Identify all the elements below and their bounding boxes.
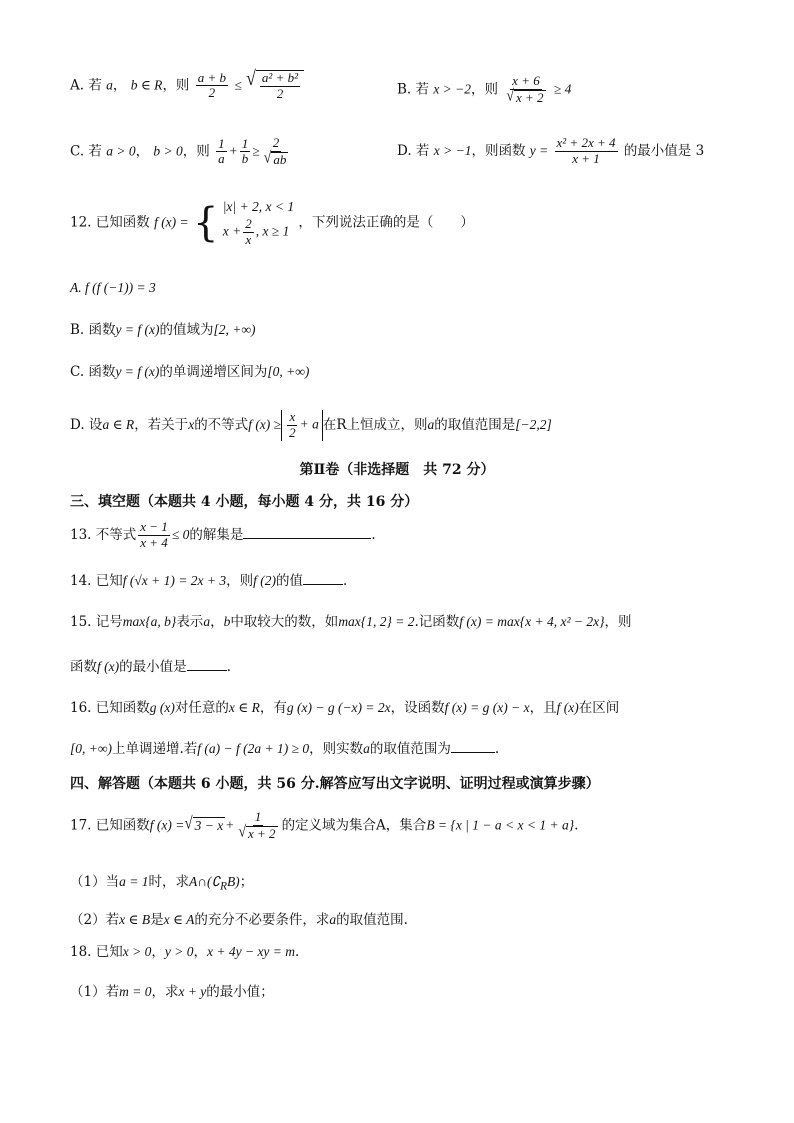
punctuation: .	[295, 944, 300, 960]
text: ，则函数	[471, 142, 526, 159]
math-expr: f (x) =	[154, 214, 189, 230]
denominator: 2	[276, 85, 284, 101]
text: ，求	[151, 984, 179, 1000]
text: 的单调递增区间为	[159, 364, 268, 380]
separator: ，	[135, 143, 150, 160]
text: 上单调递增.若	[111, 741, 198, 757]
text: 的最小值是 3	[623, 142, 705, 159]
case-2-lead: x +	[222, 223, 242, 239]
section-4-title: 四、解答题（本题共 6 小题，共 56 分.解答应写出文字说明、证明过程或演算步骤）	[70, 776, 600, 792]
text: 的取值范围是	[434, 416, 516, 433]
option-label: C. 若	[70, 143, 102, 160]
denominator: a	[218, 151, 225, 167]
text: 的取值范围为	[369, 741, 451, 757]
abs-tail: + a	[299, 416, 319, 432]
relation: ≤	[234, 77, 242, 93]
numerator: a + b	[197, 69, 227, 85]
fraction	[216, 137, 227, 168]
math-interval: [−2,2]	[515, 416, 552, 432]
option-label: B. 函数	[70, 322, 116, 338]
answer-blank[interactable]	[303, 572, 343, 585]
text: 的充分不必要条件，求	[194, 912, 330, 928]
math-expr: m = 0	[119, 984, 152, 999]
option-label: C. 函数	[70, 364, 116, 380]
denominator: x + 1	[572, 150, 600, 166]
text: ，则	[604, 614, 632, 630]
math-var: a	[363, 741, 370, 756]
q14	[70, 572, 347, 589]
punctuation: .	[371, 526, 376, 543]
text: ，设函数	[390, 700, 445, 716]
math-expr: B)	[226, 874, 240, 889]
q15-line-2	[70, 658, 231, 675]
numerator: x	[289, 409, 296, 424]
q15-line-1	[70, 614, 632, 630]
question-lead: 12. 已知函数	[70, 214, 150, 231]
punctuation: .	[226, 659, 231, 675]
part-label: （2）若	[70, 912, 120, 928]
q12-option-a: A. f (f (−1)) = 3	[70, 280, 156, 295]
math-expr: y = f (x)	[115, 322, 160, 337]
q12-option-c	[70, 364, 309, 380]
text: ，则	[226, 573, 254, 589]
q17-stem	[70, 810, 578, 842]
punctuation: ；	[239, 874, 254, 890]
text: ，则	[162, 77, 190, 94]
question-tail: ，下列说法正确的是（ ）	[298, 214, 474, 231]
question-lead: 16. 已知函数	[70, 700, 150, 716]
text: ，若关于	[134, 416, 189, 433]
math-expr: a > 0	[106, 143, 136, 159]
text: ，有	[259, 700, 287, 716]
case-2	[223, 217, 294, 248]
numerator: 2	[272, 135, 280, 150]
separator: ，	[193, 944, 207, 960]
text: 的最小值；	[206, 984, 274, 1000]
q16-line-2	[70, 740, 499, 757]
math-expr: y = f (x)	[115, 364, 160, 379]
text: ，则	[182, 143, 210, 160]
math-var: a	[329, 912, 337, 927]
section-2-title: 第Ⅱ卷（非选择题 共 72 分）	[299, 462, 495, 478]
math-expr: f (√x + 1) = 2x + 3	[122, 573, 227, 588]
text: ，则	[471, 81, 499, 98]
math-expr: max{a, b}	[122, 614, 177, 629]
math-var: x	[188, 416, 195, 432]
text: 对任意的	[174, 700, 229, 716]
sqrt-fraction: √ $\frac{\text{a² + b²}}{2}$	[246, 70, 304, 102]
piecewise-cases	[223, 198, 294, 248]
text: 是	[150, 912, 164, 928]
text: 表示	[176, 614, 204, 630]
q17-part-2	[70, 912, 408, 928]
text: ，则实数	[309, 741, 364, 757]
denominator: b	[241, 151, 249, 167]
punctuation: .	[574, 817, 579, 834]
numerator: x − 1	[140, 519, 168, 534]
math-expr: b ∈ R	[130, 77, 163, 93]
option-label: D. 若	[397, 142, 430, 159]
question-lead: 13. 不等式	[70, 526, 137, 543]
denominator: x + 2	[248, 825, 276, 841]
math-expr: f (x)	[556, 700, 579, 715]
text: 中取较大的数，如	[230, 614, 339, 630]
q12-option-b	[70, 322, 255, 338]
text: 函数	[70, 659, 97, 675]
case-1: |x| + 2, x < 1	[222, 199, 295, 214]
math-expr: x > −1	[433, 142, 472, 158]
math-expr: x > −2	[433, 81, 472, 97]
numerator: x + 6	[512, 73, 540, 88]
math-expr: x ∈ R	[228, 700, 260, 715]
math-expr: y > 0	[164, 944, 194, 959]
case-2-tail: , x ≥ 1	[255, 223, 290, 239]
numerator: x² + 2x + 4	[556, 135, 616, 150]
math-expr: x ∈ B	[119, 912, 151, 927]
relation: ≥ 4	[553, 81, 572, 97]
math-expr: y =	[529, 142, 549, 158]
q18-stem	[70, 944, 299, 960]
text: 的解集是	[189, 526, 244, 543]
text: 在	[322, 416, 337, 433]
part-label: （1）当	[70, 874, 120, 890]
numerator: a² + b²	[261, 70, 298, 85]
q11-option-a	[70, 66, 304, 102]
fraction	[555, 136, 618, 167]
text: 的值域为	[159, 322, 214, 338]
punctuation: .	[342, 573, 348, 589]
math-expr: x ∈ A	[163, 912, 195, 927]
punctuation: .	[494, 741, 500, 757]
math-expr: max{1, 2} = 2	[338, 614, 415, 629]
text: 的取值范围.	[336, 912, 408, 928]
q12-option-d	[70, 410, 552, 441]
math-expr: g (x)	[149, 700, 175, 715]
q11-option-c	[70, 136, 292, 168]
option-label: B. 若	[397, 81, 430, 98]
left-brace: {	[192, 199, 219, 246]
fraction: x + 6 √ x + 2	[506, 73, 544, 105]
denominator: 2	[208, 85, 216, 101]
fraction	[240, 137, 251, 168]
fraction: 1 √ x + 2	[238, 809, 276, 841]
question-lead: 14. 已知	[70, 573, 123, 589]
text: 的值	[275, 573, 303, 589]
fraction	[243, 217, 254, 248]
subscript: R	[220, 880, 227, 893]
part-label: （1）若	[70, 984, 120, 1000]
answer-blank[interactable]	[451, 740, 495, 753]
math-expr: A∩(∁	[188, 874, 221, 889]
q12-stem	[70, 198, 474, 248]
q11-option-d	[397, 136, 704, 167]
numerator: 2	[245, 215, 252, 231]
denominator: x + 4	[140, 534, 168, 550]
sqrt: √ 3 − x	[184, 814, 224, 834]
text: 的定义域为集合A，集合	[281, 817, 427, 834]
fraction	[196, 71, 228, 102]
math-interval: [0, +∞)	[70, 741, 112, 756]
math-var: b	[223, 614, 231, 629]
numerator: 1	[241, 135, 249, 151]
text: 的不等式	[194, 416, 249, 433]
fraction	[138, 520, 170, 551]
answer-blank[interactable]	[243, 526, 371, 539]
separator: ，	[210, 614, 224, 630]
question-lead: 15. 记号	[70, 614, 123, 630]
math-interval: [0, +∞)	[267, 364, 310, 379]
math-expr: x + 4y − xy = m	[206, 944, 296, 959]
math-expr: f (x) ≥	[248, 416, 282, 432]
text: ，且	[529, 700, 557, 716]
text: 的最小值是	[119, 659, 187, 675]
denominator: 2	[289, 424, 296, 440]
math-expr: f (x) = max{x + 4, x² − 2x}	[459, 614, 605, 629]
math-set: B = {x | 1 − a < x < 1 + a}	[426, 817, 575, 833]
q18-part-1	[70, 984, 274, 1000]
math-expr: b > 0	[153, 143, 183, 159]
relation: ≥	[252, 143, 260, 159]
radicand: 3 − x	[194, 818, 224, 834]
denominator: ab	[273, 151, 287, 167]
q11-option-b	[397, 74, 571, 106]
answer-blank[interactable]	[187, 658, 227, 671]
absolute-value	[281, 410, 323, 441]
option-label: A. 若	[70, 77, 102, 94]
section-3-title: 三、填空题（本题共 4 小题，每小题 4 分，共 16 分）	[70, 494, 419, 510]
math-expr: f (x) =	[149, 817, 185, 833]
denominator: x + 2	[516, 89, 544, 105]
numerator: 1	[254, 809, 262, 824]
q17-part-1	[70, 874, 253, 894]
math-var: a	[106, 77, 113, 93]
math-expr: f (x)	[97, 659, 120, 674]
math-expr: f (a) − f (2a + 1) ≥ 0	[197, 741, 310, 756]
math-expr: a = 1	[119, 874, 149, 889]
separator: ，	[151, 944, 165, 960]
math-var: a	[203, 614, 211, 629]
text: 时，求	[148, 874, 189, 890]
math-interval: [2, +∞)	[213, 322, 256, 337]
question-lead: 17. 已知函数	[70, 817, 150, 834]
relation: ≤ 0	[171, 526, 190, 542]
math-expr: x > 0	[122, 944, 152, 959]
numerator: 1	[218, 135, 225, 151]
denominator: x	[245, 231, 252, 247]
math-expr: f (2)	[253, 573, 276, 588]
q13	[70, 520, 376, 551]
text: 上恒成立，则	[346, 416, 428, 433]
operator: +	[228, 143, 238, 159]
question-lead: 18. 已知	[70, 944, 123, 960]
text: .记函数	[414, 614, 460, 630]
operator: +	[225, 817, 235, 833]
option-label: D. 设	[70, 416, 103, 433]
q16-line-1	[70, 700, 619, 716]
math-set: R	[336, 416, 347, 433]
math-expr: f (x) = g (x) − x	[444, 700, 530, 715]
math-expr: x + y	[178, 984, 207, 999]
math-expr: a ∈ R	[102, 416, 135, 432]
separator: ，	[112, 77, 127, 94]
fraction: 2 √ ab	[263, 135, 287, 167]
math-var: a	[427, 416, 435, 432]
text: 在区间	[578, 700, 620, 716]
math-expr: g (x) − g (−x) = 2x	[286, 700, 391, 715]
